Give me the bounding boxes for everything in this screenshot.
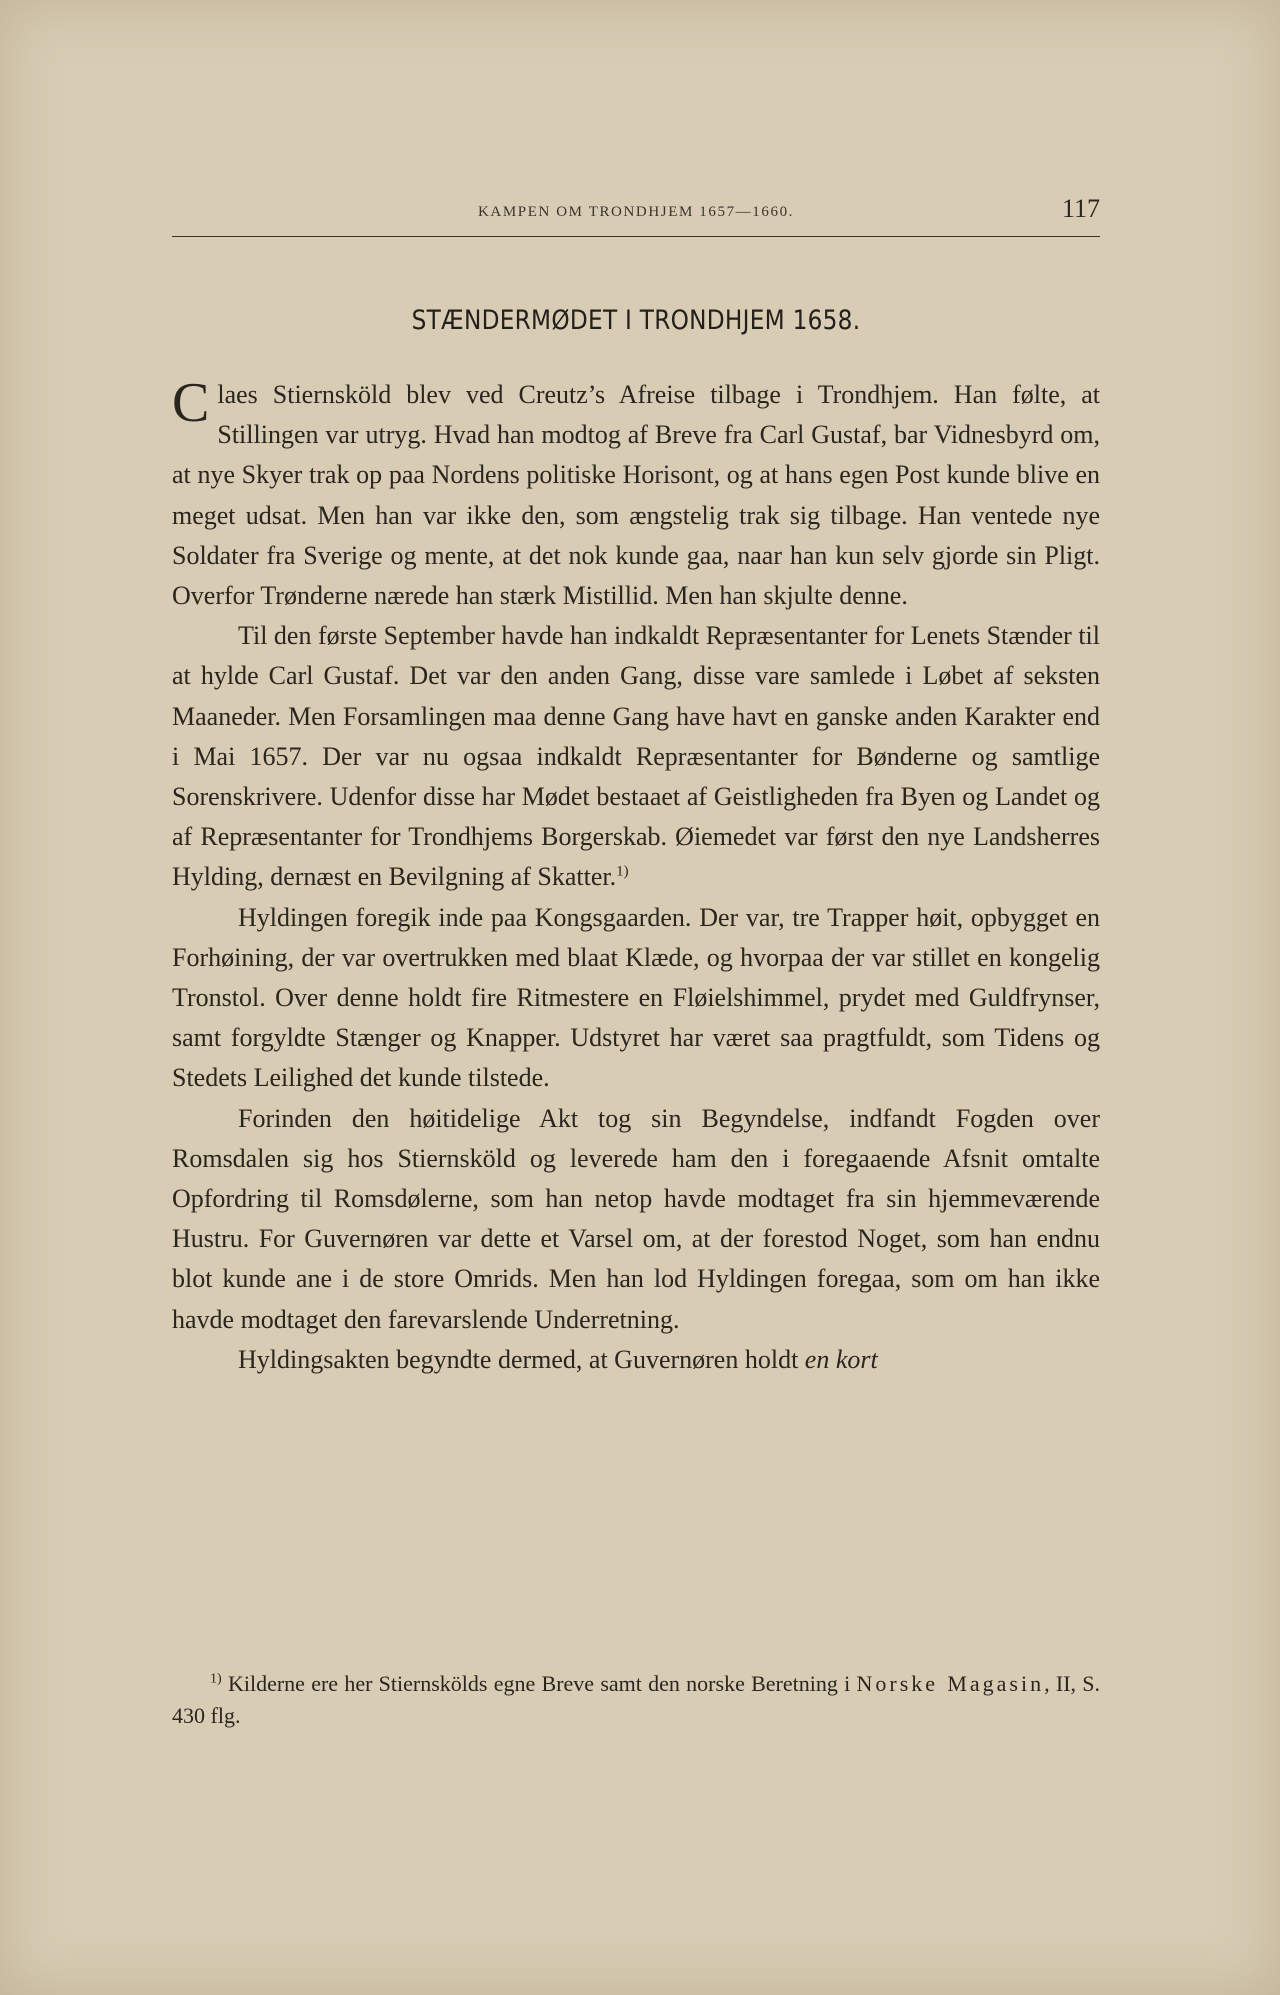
footnote-rest: , II, S. 430 flg. (172, 1671, 1101, 1728)
page-header (172, 194, 1100, 237)
paragraph-2 (172, 616, 1100, 897)
paragraph-2-text: Til den første September havde han indkaldt Repræsentanter for Lenets Stænder til at hylde Carl Gustaf. Det var den anden Gang, disse vare samlede i Løbet af seksten Maaneder. Men Forsamlingen maa denne Gang have havt en ganske anden Karakter end i Mai 1657. Der var nu ogsaa indkaldt Repræsentanter for Bønderne og samtlige Sorenskrivere. Udenfor disse har Mødet bestaaet af Geistligheden fra Byen og Landet og af Repræsentanter for Trondhjems Borgerskab. Øiemedet var først den nye Landsherres Hylding, dernæst en Bevilgning af Skatter. (172, 621, 1100, 892)
paragraph-1 (172, 372, 1100, 616)
paragraph-5-text: Hyldingsakten begyndte dermed, at Guvernøren holdt (238, 1344, 799, 1374)
paragraph-4-text: Forinden den høitidelige Akt tog sin Begyndelse, indfandt Fogden over Romsdalen sig hos Stiernsköld og leverede ham den i foregaaende Afsnit omtalte Opfordring til Romsdølerne, som han netop havde modtaget fra sin hjemmeværende Hustru. For Guvernøren var dette et Varsel om, at der forestod Noget, som han endnu blot kunde ane i de store Omrids. Men han lod Hyldingen foregaa, som om han ikke havde modtaget den farevarslende Underretning. (172, 1103, 1100, 1334)
footnote-mark: 1) (210, 1671, 222, 1687)
footnote-reference[interactable]: 1) (616, 863, 629, 880)
paragraph-5-italic: en kort (804, 1344, 878, 1374)
body-text (172, 372, 1100, 1380)
paragraph-1-text: laes Stiernsköld blev ved Creutz’s Afreise tilbage i Trondhjem. Han følte, at Stillingen var utryg. Hvad han modtog af Breve fra Carl Gustaf, bar Vidnesbyrd om, at nye Skyer trak op paa Nordens politiske Horisont, og at hans egen Post kunde blive en meget udsat. Men han var ikke den, som ængstelig trak sig tilbage. Han ventede nye Soldater fra Sverige og mente, at det nok kunde gaa, naar han kun selv gjorde sin Pligt. Overfor Trønderne nærede han stærk Mistillid. Men han skjulte denne. (172, 380, 1100, 611)
paragraph-5 (172, 1340, 1100, 1380)
footnote-text: Kilderne ere her Stiernskölds egne Breve samt den norske Beretning i (227, 1671, 851, 1696)
paragraph-3 (172, 898, 1100, 1099)
footnote-source: Norske Magasin (856, 1671, 1045, 1696)
footnote (172, 1668, 1100, 1732)
section-title: STÆNDERMØDET I TRONDHJEM 1658. (411, 305, 861, 336)
paragraph-3-text: Hyldingen foregik inde paa Kongsgaarden. Der var, tre Trapper høit, opbygget en Forhøining, der var overtrukken med blaat Klæde, og hvorpaa der var stillet en kongelig Tronstol. Over denne holdt fire Ritmestere en Fløielshimmel, prydet med Guldfrynser, samt forgyldte Stænger og Knapper. Udstyret har været saa pragtfuldt, som Tidens og Stedets Leilighed det kunde tilstede. (172, 902, 1100, 1093)
running-head: KAMPEN OM TRONDHJEM 1657—1660. (477, 204, 795, 220)
drop-cap: C (172, 372, 210, 434)
page-number: 117 (1061, 194, 1100, 223)
paragraph-4 (172, 1099, 1100, 1340)
